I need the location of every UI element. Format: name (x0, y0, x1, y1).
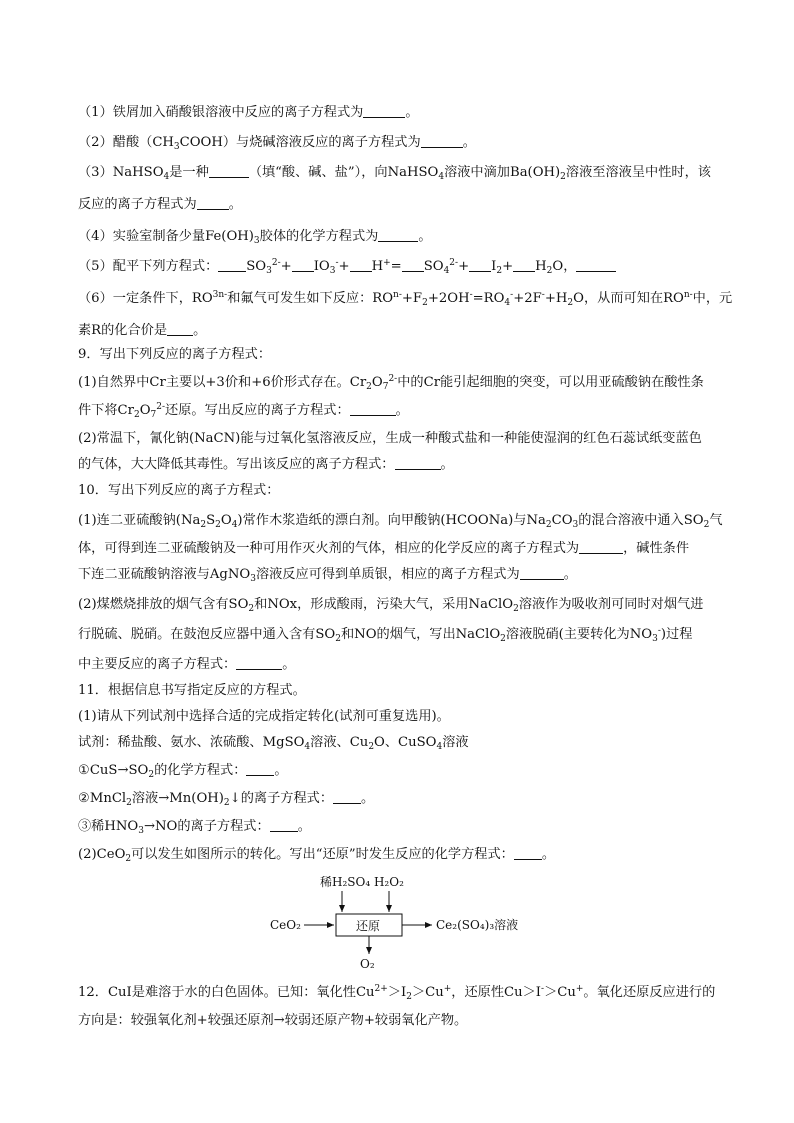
q8-part4: （4）实验室制备少量$Fe(OH)_3$胶体的化学方程式为 。 (78, 229, 432, 246)
q11-reagents: 试剂：稀盐酸、氨水、浓硫酸、MgSO$_4$溶液、$Cu_2O$、CuSO$_4$溶液 (78, 735, 469, 752)
q9-part2-line1: (2)常温下，氰化钠(NaCN)能与过氧化氢溶液反应，生成一种酸式盐和一种能使湿润的红色石蕊试纸变蓝色 (78, 431, 702, 446)
q8-part6-line2: 素R的化合价是 。 (78, 323, 207, 338)
diagram-reactant: CeO₂ (270, 918, 301, 932)
q8-part5: （5）配平下列方程式： $SO_3^{2-}+ IO_3^-+ H^+= SO_4^{2-}+ I_2+ H_2O$， (78, 258, 718, 276)
q10-title: 10．写出下列反应的离子方程式： (78, 483, 280, 498)
q10-part1-line3: 下连二亚硫酸钠溶液与AgNO$_3$溶液反应可得到单质银，相应的离子方程式为 。 (78, 567, 577, 584)
q10-part2-line1: (2)煤燃烧排放的烟气含有$SO_2$和NOx，形成酸雨，污染大气，采用NaClO$_2$溶液作为吸收剂可同时对烟气进 (78, 597, 704, 614)
q8-part2: （2）醋酸$(CH_3COOH)$与烧碱溶液反应的离子方程式为 。 (78, 135, 476, 152)
q8-part3-line2: 反应的离子方程式为 。 (78, 197, 242, 212)
diagram-top-reagents: 稀H₂SO₄ H₂O₂ (320, 875, 404, 889)
q10-part1-line2: 体，可得到连二亚硫酸钠及一种可用作灭火剂的气体，相应的化学反应的离子方程式为 ，碱性条件 (78, 541, 690, 556)
q11-part2: (2)CeO$_2$可以发生如图所示的转化。写出“还原”时发生反应的化学方程式： 。 (78, 847, 556, 864)
q11-item2: ②MnCl$_2$溶液$\to Mn(OH)_2↓$的离子方程式： 。 (78, 791, 375, 808)
q10-part2-line3: 中主要反应的离子方程式： 。 (78, 657, 296, 672)
q9-part1-line1: (1)自然界中Cr主要以+3价和+6价形式存在。$Cr_2O_7^{2-}$中的Cr能引起细胞的突变，可以用亚硫酸钠在酸性条 (78, 374, 704, 392)
diagram-box-label: 还原 (356, 919, 381, 933)
q11-item1: $①CuS\to SO_2$的化学方程式： 。 (78, 763, 288, 780)
q9-part1-line2: 件下将$Cr_2O_7^{2-}$还原。写出反应的离子方程式： 。 (78, 402, 409, 420)
q11-part1-line1: (1)请从下列试剂中选择合适的完成指定转化(试剂可重复选用)。 (78, 709, 450, 724)
q10-part2-line2: 行脱硫、脱硝。在鼓泡反应器中通入含有$SO_2$和NO的烟气，写出NaClO$_2$溶液脱硝(主要转化为$NO_3^-$)过程 (78, 626, 693, 644)
q9-part2-line2: 的气体，大大降低其毒性。写出该反应的离子方程式： 。 (78, 457, 454, 472)
diagram-product: Ce₂(SO₄)₃溶液 (436, 918, 519, 932)
diagram-gas: O₂ (360, 957, 375, 971)
q8-part1: （1）铁屑加入硝酸银溶液中反应的离子方程式为 。 (78, 105, 419, 120)
q12-line2: 方向是：较强氧化剂+较强还原剂→较弱还原产物+较弱氧化产物。 (78, 1013, 468, 1028)
q8-part3-line1: （3）NaHSO$_4$是一种 （填“酸、碱、盐”），向NaHSO$_4$溶液中滴加$Ba(OH)_2$溶液至溶液呈中性时，该 (78, 165, 711, 182)
q11-title: 11．根据信息书写指定反应的方程式。 (78, 683, 306, 698)
q9-title: 9．写出下列反应的离子方程式： (78, 347, 272, 362)
q12-line1: 12．CuI是难溶于水的白色固体。已知：氧化性$Cu^{2+}>I_2>Cu^+$，还原性Cu＞I-＞Cu+。氧化还原反应进行的 (78, 984, 716, 1002)
q11-item3: ③稀$HNO_3\to NO$的离子方程式： 。 (78, 819, 311, 836)
q8-part6-line1: （6）一定条件下，$RO^{3n-}$和氟气可发生如下反应：$RO^{n-}+F_2+2OH^-=RO_4^-+2F^-+H_2O$，从而可知在$RO^{n-}$中，元 (78, 290, 733, 308)
ceo2-reduction-diagram (262, 872, 532, 972)
q10-part1-line1: (1)连二亚硫酸钠$(Na_2S_2O_4)$常作木浆造纸的漂白剂。向甲酸钠(HCOONa)与$Na_2CO_3$的混合溶液中通入$SO_2$气 (78, 513, 723, 530)
